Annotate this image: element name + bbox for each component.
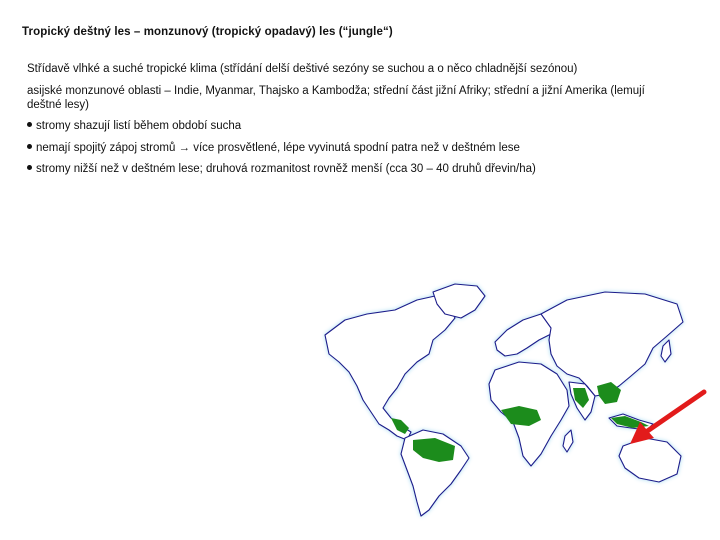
- bullet-item-2: [27, 141, 520, 155]
- bullet-item-3: [27, 162, 536, 176]
- north-america: [325, 296, 455, 440]
- bullet-text-1: stromy shazují listí během období sucha: [36, 120, 242, 132]
- intro-line-climate: Střídavě vlhké a suché tropické klima (střídání delší deštivé sezóny se suchou a o něco chladnější sezónou): [27, 63, 578, 75]
- slide-title: Tropický deštný les – monzunový (tropický opadavý) les (“jungle“): [22, 26, 393, 38]
- asia: [541, 292, 683, 396]
- bullet-dot-icon: [27, 144, 32, 149]
- bullet-item-1: [27, 119, 241, 133]
- intro-line-regions-cont: deštné lesy): [27, 99, 90, 111]
- bullet-dot-icon: [27, 122, 32, 127]
- bullet-text-2: nemají spojitý zápoj stromů → více prosvětlené, lépe vyvinutá spodní patra než v deštném lese: [36, 142, 520, 154]
- madagascar: [563, 430, 573, 452]
- bullet-dot-icon: [27, 165, 32, 170]
- intro-line-regions: asijské monzunové oblasti – Indie, Myanmar, Thajsko a Kambodža; střední část jižní Afriky; střední a jižní Amerika (lemují: [27, 85, 645, 97]
- japan: [661, 340, 671, 362]
- red-arrow-icon: [628, 388, 708, 448]
- bullet-text-3: stromy nižší než v deštném lese; druhová rozmanitost rovněž menší (cca 30 – 40 druhů dřevin/ha): [36, 163, 536, 175]
